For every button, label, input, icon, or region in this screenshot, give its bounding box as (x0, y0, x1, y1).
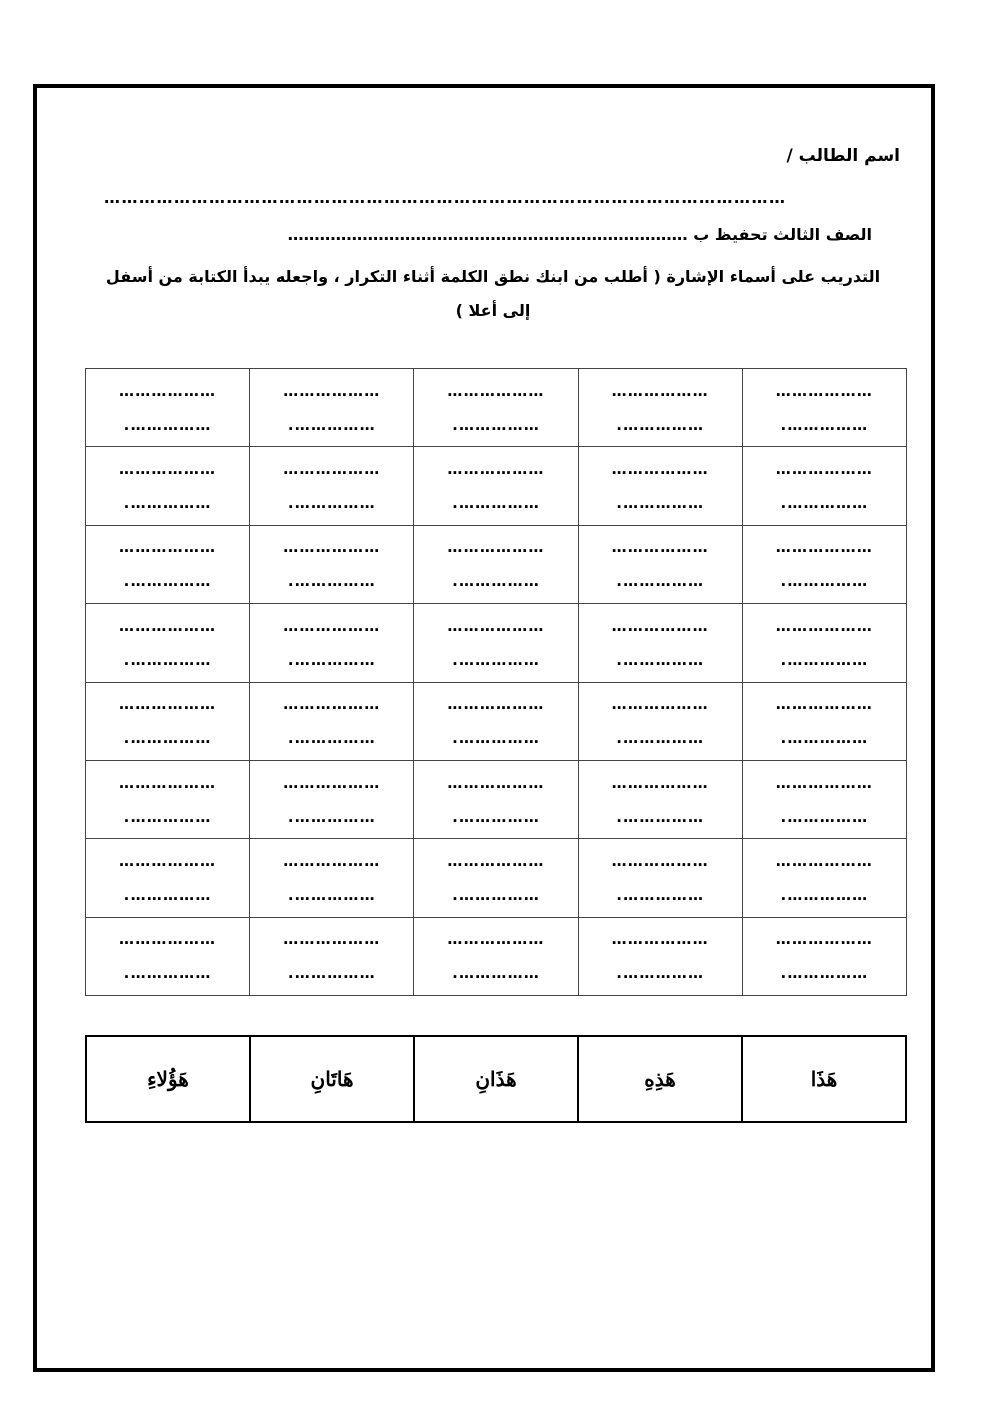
class-label: الصف الثالث تحفيظ ب (693, 225, 872, 244)
practice-cell[interactable] (414, 604, 578, 682)
practice-dots-long: ……………… (611, 538, 709, 557)
practice-cell[interactable] (86, 604, 250, 682)
practice-dots-long: ……………… (611, 851, 709, 870)
practice-table (85, 368, 907, 996)
practice-dots-short: ……………. (780, 650, 869, 669)
practice-cell[interactable] (742, 839, 906, 917)
word-hadhihi: هَذِهِ (578, 1036, 742, 1122)
practice-dots-short: ……………. (780, 964, 869, 983)
practice-dots-long: ……………… (447, 381, 545, 400)
practice-dots-short: ……………. (123, 650, 212, 669)
practice-dots-long: ……………… (119, 460, 217, 479)
practice-dots-long: ……………… (775, 851, 873, 870)
practice-cell[interactable] (250, 760, 414, 838)
practice-cell[interactable] (742, 525, 906, 603)
practice-cell[interactable] (86, 760, 250, 838)
practice-dots-long: ……………… (119, 851, 217, 870)
practice-dots-short: ……………. (287, 729, 376, 748)
demonstratives-row (86, 1036, 906, 1122)
practice-dots-long: ……………… (611, 930, 709, 949)
practice-cell[interactable] (578, 604, 742, 682)
practice-row (86, 839, 907, 917)
practice-dots-long: ……………… (119, 538, 217, 557)
practice-dots-long: ……………… (119, 695, 217, 714)
practice-dots-short: ……………. (616, 494, 705, 513)
practice-dots-short: ……………. (287, 415, 376, 434)
practice-cell[interactable] (86, 525, 250, 603)
practice-cell[interactable] (86, 682, 250, 760)
practice-dots-long: ……………… (283, 616, 381, 635)
practice-cell[interactable] (742, 447, 906, 525)
practice-cell[interactable] (86, 839, 250, 917)
practice-dots-long: ……………… (775, 381, 873, 400)
student-name-label: اسم الطالب / (786, 146, 900, 166)
practice-dots-short: ……………. (780, 415, 869, 434)
practice-cell[interactable] (250, 682, 414, 760)
practice-dots-short: ……………. (452, 885, 540, 904)
word-haulai: هَؤُلاءِ (86, 1036, 250, 1122)
class-line (288, 225, 896, 244)
practice-dots-short: ……………. (616, 729, 705, 748)
practice-dots-short: ……………. (780, 807, 869, 826)
practice-dots-short: ……………. (123, 415, 212, 434)
word-hadha: هَذَا (742, 1036, 906, 1122)
practice-cell[interactable] (250, 447, 414, 525)
practice-dots-short: ……………. (452, 572, 540, 591)
practice-cell[interactable] (414, 682, 578, 760)
practice-dots-short: ……………. (123, 964, 212, 983)
practice-cell[interactable] (578, 760, 742, 838)
practice-dots-short: ……………. (287, 964, 376, 983)
practice-dots-short: ……………. (452, 964, 540, 983)
practice-row (86, 525, 907, 603)
practice-row (86, 682, 907, 760)
practice-dots-short: ……………. (780, 885, 869, 904)
practice-row (86, 604, 907, 682)
practice-dots-short: ……………. (287, 572, 376, 591)
practice-dots-long: ……………… (119, 381, 217, 400)
practice-dots-short: ……………. (616, 650, 705, 669)
class-dotted-line: ………………………………………………………………… (287, 225, 688, 244)
practice-cell[interactable] (742, 369, 906, 447)
practice-row (86, 760, 907, 838)
practice-dots-long: ……………… (611, 616, 709, 635)
practice-cell[interactable] (250, 369, 414, 447)
practice-dots-long: ……………… (283, 538, 381, 557)
practice-dots-short: ……………. (780, 729, 869, 748)
practice-dots-short: ……………. (123, 885, 212, 904)
practice-cell[interactable] (414, 917, 578, 995)
practice-cell[interactable] (742, 760, 906, 838)
practice-dots-long: ……………… (775, 930, 873, 949)
practice-row (86, 369, 907, 447)
practice-dots-long: ……………… (447, 773, 545, 792)
practice-dots-short: ……………. (287, 650, 376, 669)
instruction-text: التدريب على أسماء الإشارة ( أطلب من ابنك نطق الكلمة أثناء التكرار ، واجعله يبدأ الكتابة من أسفل إلى أعلا ) (105, 267, 881, 320)
practice-row (86, 917, 907, 995)
practice-dots-long: ……………… (775, 616, 873, 635)
practice-dots-long: ……………… (775, 538, 873, 557)
practice-dots-short: ……………. (123, 494, 212, 513)
practice-cell[interactable] (578, 369, 742, 447)
practice-cell[interactable] (578, 525, 742, 603)
practice-dots-short: ……………. (616, 964, 705, 983)
practice-dots-short: ……………. (780, 572, 869, 591)
practice-dots-short: ……………. (452, 650, 540, 669)
practice-cell[interactable] (250, 917, 414, 995)
practice-dots-long: ……………… (611, 381, 709, 400)
practice-dots-long: ……………… (447, 930, 545, 949)
practice-cell[interactable] (414, 369, 578, 447)
practice-dots-long: ……………… (775, 695, 873, 714)
demonstratives-table (85, 1035, 907, 1123)
practice-dots-short: ……………. (123, 807, 212, 826)
practice-cell[interactable] (414, 525, 578, 603)
word-hatani: هَاتَانِ (250, 1036, 414, 1122)
practice-dots-long: ……………… (119, 773, 217, 792)
practice-dots-long: ……………… (447, 460, 545, 479)
practice-dots-short: ……………. (616, 572, 705, 591)
practice-dots-long: ……………… (119, 930, 217, 949)
practice-dots-short: ……………. (616, 885, 705, 904)
practice-dots-long: ……………… (611, 773, 709, 792)
practice-dots-short: ……………. (123, 729, 212, 748)
practice-dots-short: ……………. (287, 885, 376, 904)
practice-row (86, 447, 907, 525)
practice-cell[interactable] (250, 839, 414, 917)
practice-dots-short: ……………. (616, 807, 705, 826)
practice-dots-long: ……………… (283, 773, 381, 792)
practice-dots-short: ……………. (452, 415, 540, 434)
practice-cell[interactable] (250, 525, 414, 603)
practice-dots-long: ……………… (775, 460, 873, 479)
practice-dots-long: ……………… (283, 695, 381, 714)
practice-cell[interactable] (414, 447, 578, 525)
practice-dots-long: ……………… (447, 538, 545, 557)
practice-dots-long: ……………… (119, 616, 217, 635)
practice-dots-long: ……………… (283, 381, 381, 400)
practice-dots-short: ……………. (452, 807, 540, 826)
practice-dots-long: ……………… (447, 616, 545, 635)
practice-dots-short: ……………. (452, 729, 540, 748)
practice-cell[interactable] (414, 839, 578, 917)
practice-cell[interactable] (86, 917, 250, 995)
practice-cell[interactable] (86, 447, 250, 525)
word-hadhani: هَذَانِ (414, 1036, 578, 1122)
practice-dots-long: ……………… (283, 930, 381, 949)
practice-cell[interactable] (578, 447, 742, 525)
student-name-dotted-line: ……………………………………………………………………………………………………… (104, 188, 787, 207)
practice-cell[interactable] (578, 682, 742, 760)
practice-dots-short: ……………. (780, 494, 869, 513)
practice-cell[interactable] (742, 682, 906, 760)
practice-cell[interactable] (742, 917, 906, 995)
practice-dots-long: ……………… (283, 460, 381, 479)
practice-dots-long: ……………… (775, 773, 873, 792)
practice-dots-short: ……………. (123, 572, 212, 591)
practice-dots-short: ……………. (452, 494, 540, 513)
practice-dots-short: ……………. (287, 807, 376, 826)
practice-dots-short: ……………. (616, 415, 705, 434)
practice-dots-long: ……………… (447, 695, 545, 714)
practice-dots-long: ……………… (447, 851, 545, 870)
practice-cell[interactable] (578, 917, 742, 995)
practice-dots-short: ……………. (287, 494, 376, 513)
practice-cell[interactable] (742, 604, 906, 682)
practice-cell[interactable] (578, 839, 742, 917)
practice-dots-long: ……………… (611, 695, 709, 714)
practice-cell[interactable] (86, 369, 250, 447)
practice-cell[interactable] (250, 604, 414, 682)
practice-cell[interactable] (414, 760, 578, 838)
practice-dots-long: ……………… (283, 851, 381, 870)
practice-dots-long: ……………… (611, 460, 709, 479)
